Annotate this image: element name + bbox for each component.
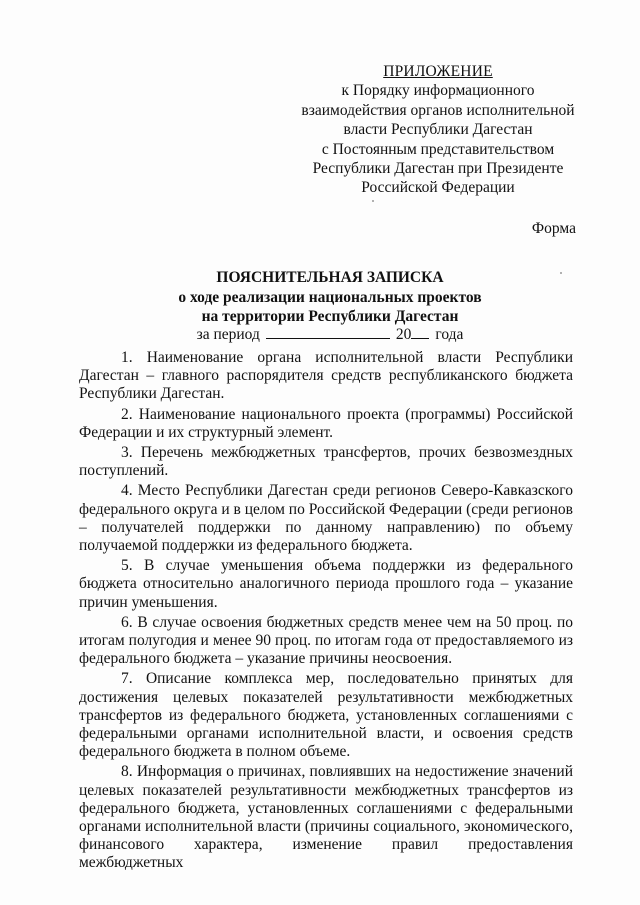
document-title	[100, 268, 560, 327]
title-line: на территории Республики Дагестан	[201, 308, 459, 325]
document-body	[79, 349, 573, 875]
period-blank	[266, 324, 390, 339]
period-line	[100, 324, 560, 344]
form-label: Форма	[531, 220, 576, 237]
scan-speck	[372, 200, 374, 202]
period-prefix: за период	[196, 326, 260, 343]
list-item: 1. Наименование органа исполнительной власти Республики Дагестан – главного распорядителя средств республиканского бюджета Республики Дагестан.	[79, 349, 573, 403]
appendix-heading: ПРИЛОЖЕНИЕ	[383, 63, 493, 80]
appendix-line: Республики Дагестан при Президенте	[312, 160, 564, 178]
list-item: 4. Место Республики Дагестан среди регионов Северо-Кавказского федерального округа и в целом по Российской Федерации (среди регионов – получателей поддержки по данному направлению) по объему получаемой поддержки из федерального бюджета.	[79, 482, 573, 555]
list-item: 2. Наименование национального проекта (программы) Российской Федерации и их структурный элемент.	[79, 405, 573, 441]
list-item: 5. В случае уменьшения объема поддержки из федерального бюджета относительно аналогичного периода прошлого года – указание причин уменьшения.	[79, 557, 573, 611]
appendix-line: с Постоянным представительством	[321, 140, 555, 158]
list-item: 8. Информация о причинах, повлиявших на недостижение значений целевых показателей результативности межбюджетных трансфертов из федерального бюджета, установленных соглашениями с федеральными органами исполнительной власти (причины социального, экономического, финансового характера, изменение правил предоставления межбюджетных	[79, 763, 573, 872]
appendix-line: к Порядку информационного	[341, 82, 535, 100]
appendix-line: взаимодействия органов исполнительной	[301, 101, 575, 119]
title-line: о ходе реализации национальных проектов	[178, 288, 482, 306]
year-prefix: 20	[395, 326, 412, 343]
scan-speck	[560, 272, 562, 274]
list-item: 6. В случае освоения бюджетных средств менее чем на 50 проц. по итогам полугодия и менее 90 проц. по итогам года от предоставляемого из федерального бюджета – указание причины неосвоения.	[79, 613, 573, 668]
appendix-block	[290, 62, 586, 198]
list-item: 7. Описание комплекса мер, последовательно принятых для достижения целевых показателей результативности межбюджетных трансфертов из федерального бюджета, установленных соглашениями с федеральными органами исполнительной власти, и освоения средств федерального бюджета в полном объеме.	[79, 670, 573, 761]
appendix-line: Российской Федерации	[361, 179, 515, 197]
period-suffix: года	[435, 326, 464, 343]
title-line: ПОЯСНИТЕЛЬНАЯ ЗАПИСКА	[216, 269, 444, 286]
year-blank	[411, 324, 429, 339]
appendix-line: власти Республики Дагестан	[343, 121, 533, 139]
list-item: 3. Перечень межбюджетных трансфертов, прочих безвозмездных поступлений.	[79, 444, 573, 480]
